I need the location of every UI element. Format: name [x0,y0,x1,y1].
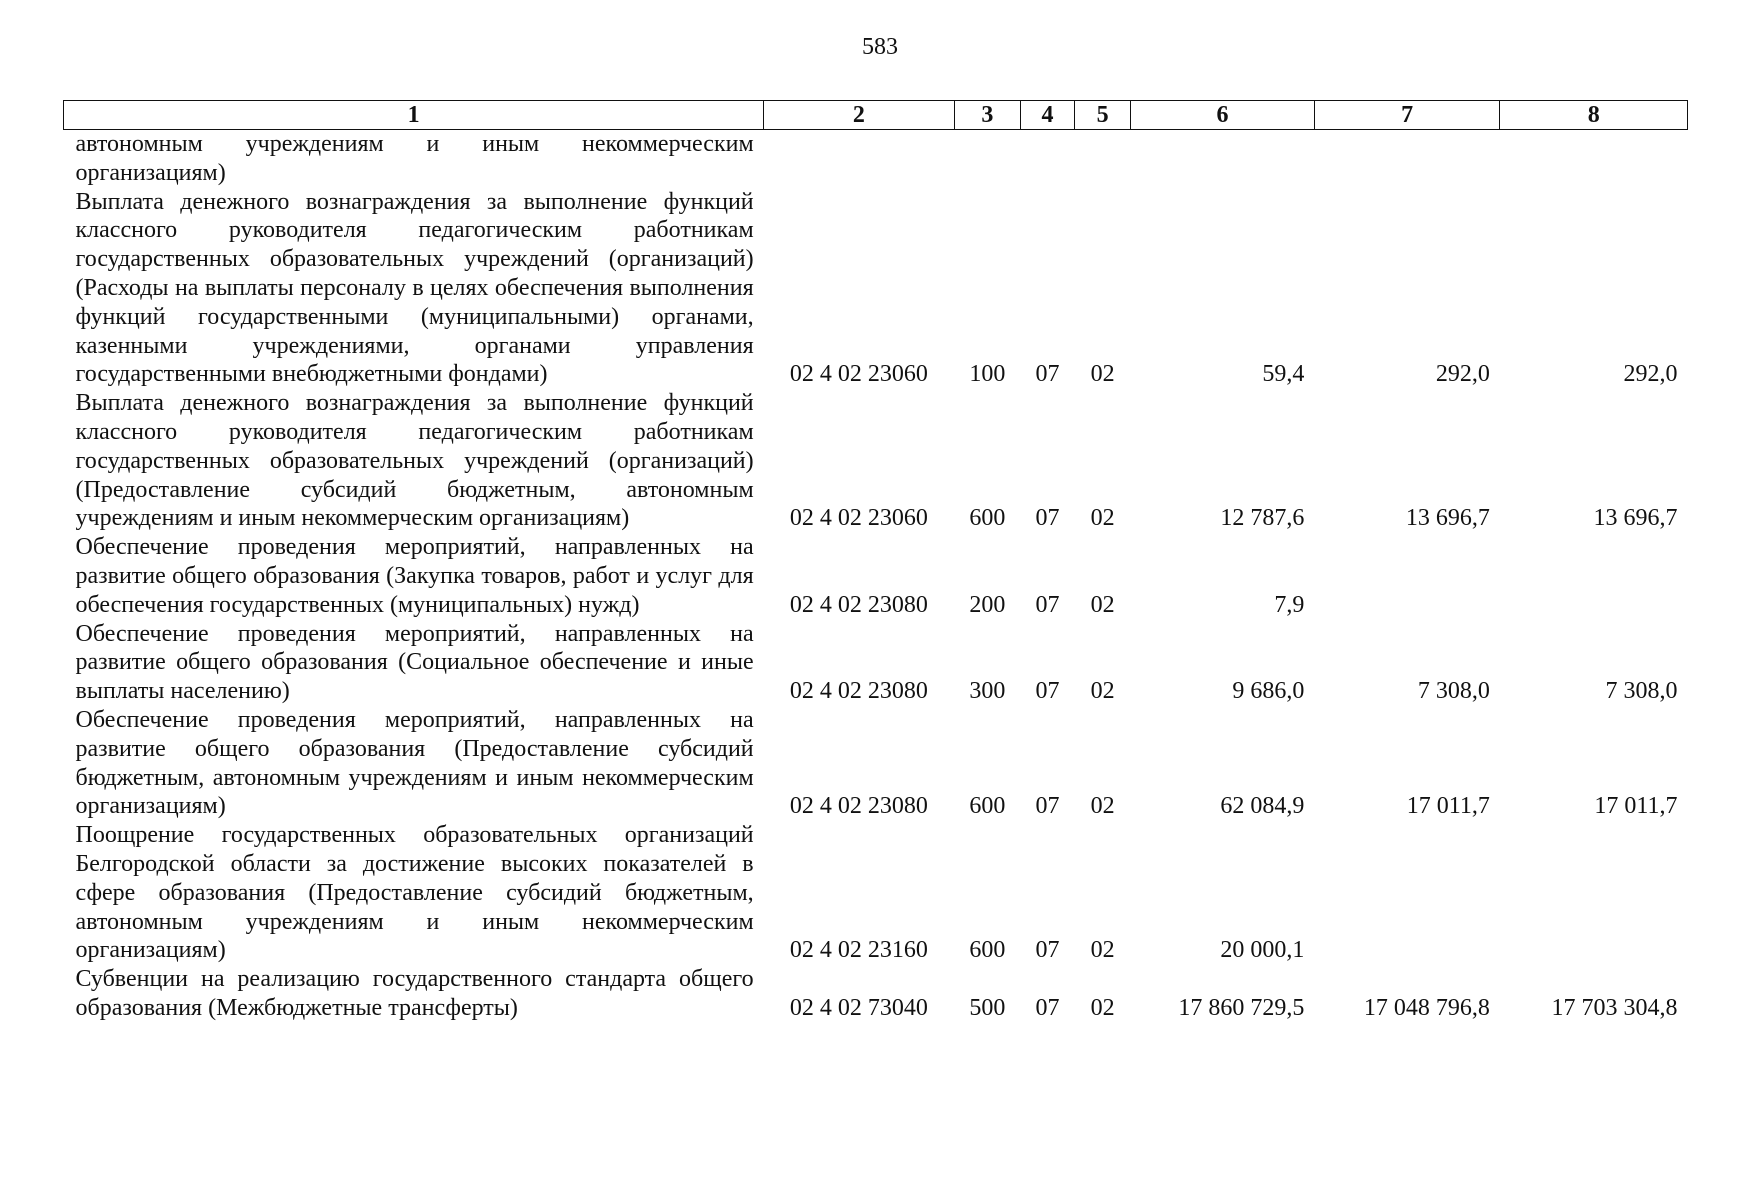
row-value-8 [1500,821,1688,965]
row-col3: 600 [969,505,1006,532]
row-col5: 02 [1090,994,1115,1021]
row-col5: 02 [1090,793,1115,820]
row-description: Субвенции на реализацию государственного стандарта общего образования (Межбюджетные трансферты) [75,966,754,1021]
row-code: 02 4 02 73040 [789,994,928,1021]
table-row [64,533,1688,619]
row-col5: 02 [1090,937,1115,964]
column-header-6: 6 [1131,101,1315,130]
row-col5: 02 [1090,505,1115,532]
row-col4 [1020,130,1074,188]
row-code: 02 4 02 23160 [789,937,928,964]
row-value-8: 17 011,7 [1594,793,1678,820]
table-row [64,389,1688,533]
row-value-6: 59,4 [1262,361,1305,388]
row-code [764,130,955,188]
table-row [64,188,1688,390]
row-value-6: 62 084,9 [1220,793,1305,820]
row-description: Обеспечение проведения мероприятий, направленных на развитие общего образования (Социальное обеспечение и иные выплаты населению) [75,620,754,705]
table-row [64,706,1688,821]
table-body [64,130,1688,1023]
row-value-6: 12 787,6 [1220,505,1305,532]
row-col4: 07 [1035,361,1060,388]
row-col4: 07 [1035,678,1060,705]
budget-table [63,100,1688,1023]
column-header-8: 8 [1500,101,1688,130]
row-col3: 200 [969,591,1006,618]
row-value-7: 17 048 796,8 [1363,994,1490,1021]
row-col3: 100 [969,361,1006,388]
row-value-8: 13 696,7 [1593,505,1678,532]
column-header-5: 5 [1075,101,1131,130]
table-row [64,965,1688,1023]
row-col5 [1075,130,1131,188]
row-value-6: 9 686,0 [1232,678,1305,705]
column-header-1: 1 [64,101,764,130]
row-value-8: 7 308,0 [1605,678,1678,705]
row-description: автономным учреждениям и иным некоммерческим организациям) [75,131,754,186]
row-col4: 07 [1035,505,1060,532]
row-value-7: 17 011,7 [1406,793,1490,820]
row-value-7: 292,0 [1435,361,1490,388]
column-header-4: 4 [1020,101,1074,130]
row-col4: 07 [1035,793,1060,820]
row-col5: 02 [1090,361,1115,388]
row-col4: 07 [1035,591,1060,618]
row-col4: 07 [1035,937,1060,964]
row-value-8: 292,0 [1623,361,1678,388]
row-value-7 [1314,533,1500,619]
row-col5: 02 [1090,591,1115,618]
row-description: Обеспечение проведения мероприятий, направленных на развитие общего образования (Предоставление субсидий бюджетным, автономным учреждениям и иным некоммерческим организациям) [75,706,754,820]
row-code: 02 4 02 23080 [789,591,928,618]
row-value-6: 7,9 [1274,591,1305,618]
row-col3 [954,130,1020,188]
row-value-6: 17 860 729,5 [1178,994,1305,1021]
column-header-2: 2 [764,101,955,130]
row-code: 02 4 02 23080 [789,678,928,705]
row-col3: 500 [969,994,1006,1021]
row-col4: 07 [1035,994,1060,1021]
row-value-8: 17 703 304,8 [1551,994,1678,1021]
row-value-7 [1314,821,1500,965]
row-col3: 600 [969,937,1006,964]
row-col5: 02 [1090,678,1115,705]
column-header-7: 7 [1314,101,1500,130]
row-code: 02 4 02 23080 [789,793,928,820]
row-col3: 600 [969,793,1006,820]
row-description: Обеспечение проведения мероприятий, направленных на развитие общего образования (Закупка товаров, работ и услуг для обеспечения государственных (муниципальных) нужд) [75,534,754,618]
row-value-6 [1131,130,1315,188]
row-code: 02 4 02 23060 [789,361,928,388]
row-value-8 [1500,533,1688,619]
row-description: Выплата денежного вознаграждения за выполнение функций классного руководителя педагогическим работникам государственных образовательных учреждений (организаций)(Предоставление субсидий бюджетным, автономным учреждениям и иным некоммерческим организациям) [75,390,754,532]
row-col3: 300 [969,678,1006,705]
table-row [64,130,1688,188]
table-row [64,620,1688,706]
row-value-6: 20 000,1 [1220,937,1305,964]
row-value-7: 7 308,0 [1417,678,1490,705]
row-description: Поощрение государственных образовательных организаций Белгородской области за достижение высоких показателей в сфере образования (Предоставление субсидий бюджетным, автономным учреждениям и иным некоммерческим организациям) [75,822,754,964]
row-value-7 [1314,130,1500,188]
row-value-8 [1500,130,1688,188]
row-value-7: 13 696,7 [1405,505,1490,532]
row-code: 02 4 02 23060 [789,505,928,532]
table-row [64,821,1688,965]
column-header-3: 3 [954,101,1020,130]
row-description: Выплата денежного вознаграждения за выполнение функций классного руководителя педагогическим работникам государственных образовательных учреждений (организаций) (Расходы на выплаты персоналу в целях обеспечения выполнения функций государственными (муниципальными) органами, казенными учреждениями, органами управления государственными внебюджетными фондами) [75,188,754,388]
table-header [64,101,1688,130]
page-number: 583 [862,34,898,60]
